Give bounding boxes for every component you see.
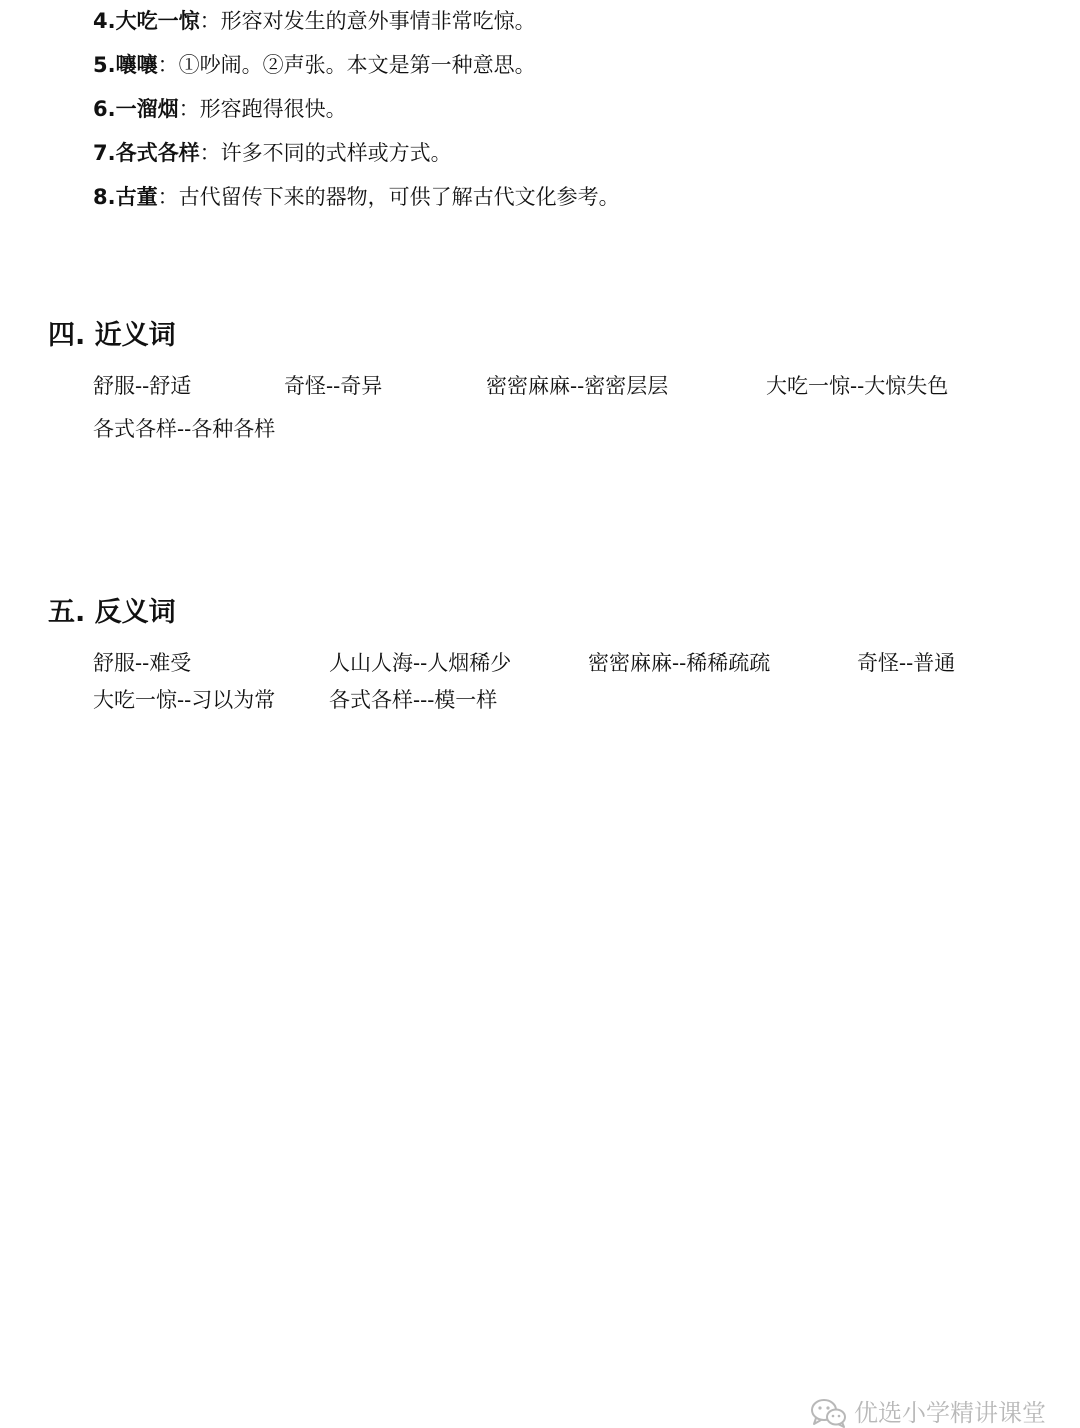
definition-text: 许多不同的式样或方式。 <box>220 141 452 165</box>
watermark <box>810 1398 1046 1428</box>
definition-number: 5. <box>93 53 116 77</box>
definition-term: 一溜烟 <box>115 97 179 121</box>
definition-term: 嚷嚷 <box>115 53 158 77</box>
definition-item <box>93 94 347 124</box>
antonyms-heading: 五. 反义词 <box>48 597 176 628</box>
watermark-text: 优选小学精讲课堂 <box>854 1399 1046 1427</box>
antonym-pair: 舒服--难受 <box>93 651 192 675</box>
definition-number: 6. <box>93 97 116 121</box>
definition-number: 4. <box>93 9 116 33</box>
definition-item <box>93 50 536 80</box>
definition-text: 形容对发生的意外事情非常吃惊。 <box>220 9 536 33</box>
synonym-pair: 密密麻麻--密密层层 <box>486 374 669 398</box>
definition-separator: ： <box>178 97 200 121</box>
definition-item <box>93 182 620 212</box>
synonym-pair: 奇怪--奇异 <box>284 374 383 398</box>
definition-text: 古代留传下来的器物，可供了解古代文化参考。 <box>178 185 620 209</box>
antonym-pair: 奇怪--普通 <box>857 651 956 675</box>
synonyms-heading: 四. 近义词 <box>48 320 176 351</box>
antonym-pair: 人山人海--人烟稀少 <box>329 651 512 675</box>
wechat-icon <box>810 1398 848 1428</box>
definition-term: 大吃一惊 <box>115 9 200 33</box>
definition-separator: ： <box>199 141 221 165</box>
definition-separator: ： <box>199 9 221 33</box>
synonym-pair: 大吃一惊--大惊失色 <box>766 374 949 398</box>
definition-number: 8. <box>93 185 116 209</box>
definition-separator: ： <box>157 53 179 77</box>
synonym-pair: 舒服--舒适 <box>93 374 192 398</box>
antonym-pair: 大吃一惊--习以为常 <box>93 688 276 712</box>
definition-text: 形容跑得很快。 <box>199 97 347 121</box>
synonym-pair: 各式各样--各种各样 <box>93 417 276 441</box>
antonym-pair: 密密麻麻--稀稀疏疏 <box>588 651 771 675</box>
definition-separator: ： <box>157 185 179 209</box>
definition-item <box>93 138 452 168</box>
antonym-pair: 各式各样---模一样 <box>329 688 498 712</box>
definition-text: ①吵闹。②声张。本文是第一种意思。 <box>178 53 536 77</box>
definition-term: 各式各样 <box>115 141 200 165</box>
definition-number: 7. <box>93 141 116 165</box>
definition-item <box>93 6 536 36</box>
definition-term: 古董 <box>115 185 158 209</box>
